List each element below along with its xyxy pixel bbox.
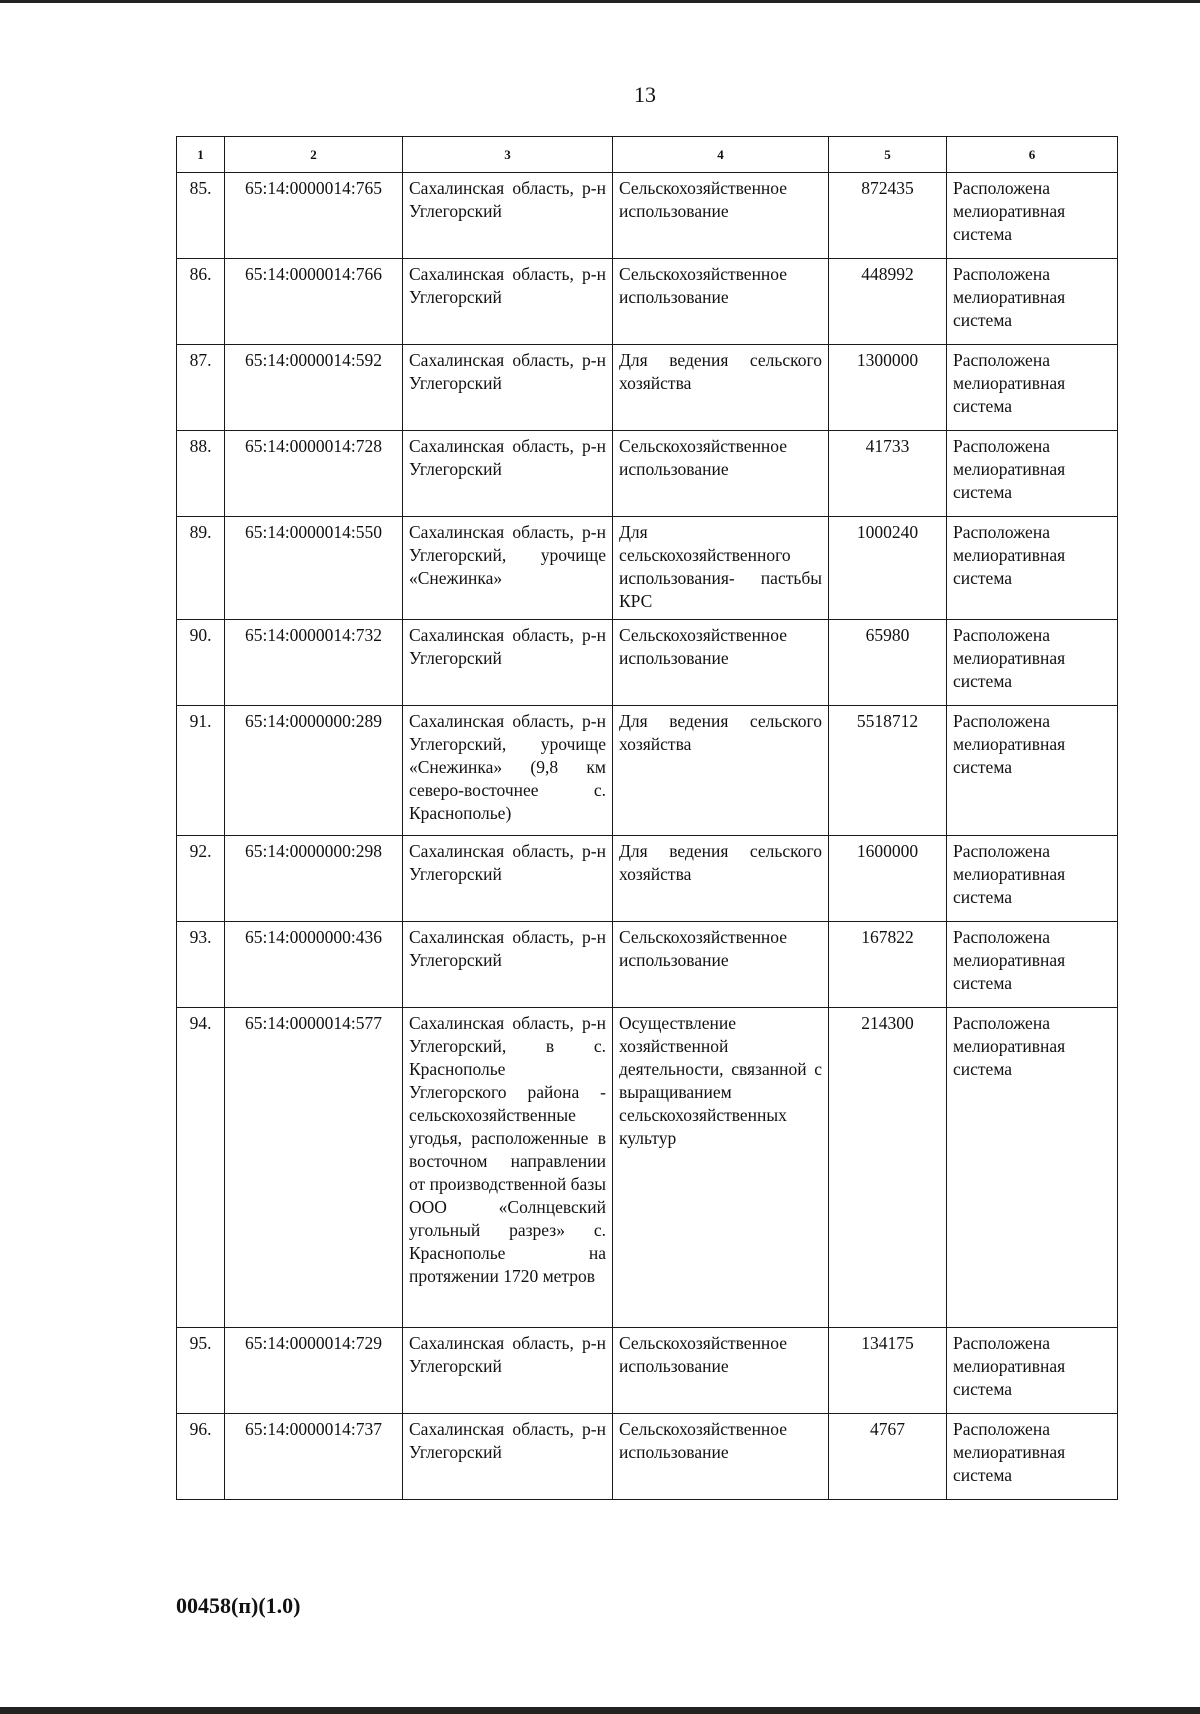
table-row <box>177 517 1118 620</box>
page-frame-top <box>0 0 1200 3</box>
note-cell: Расположена мелиоративная система <box>947 620 1118 706</box>
header-cell: 1 <box>177 137 225 173</box>
table-row <box>177 922 1118 1008</box>
location-cell: Сахалинская область, р-н Углегорский <box>403 173 613 259</box>
area-cell: 1300000 <box>829 345 947 431</box>
header-cell: 6 <box>947 137 1118 173</box>
header-row <box>177 137 1118 173</box>
row-number-cell: 95. <box>177 1328 225 1414</box>
area-cell: 4767 <box>829 1414 947 1500</box>
cadastral-number-cell: 65:14:0000014:732 <box>225 620 403 706</box>
land-use-cell: Для сельскохозяйственного использования- пастьбы КРС <box>613 517 829 620</box>
note-cell: Расположена мелиоративная система <box>947 1008 1118 1328</box>
cadastral-number-cell: 65:14:0000000:436 <box>225 922 403 1008</box>
table-row <box>177 259 1118 345</box>
location-cell: Сахалинская область, р-н Углегорский, в с. Краснополье Углегорского района - сельскохозяйственные угодья, расположенные в восточном направлении от производственной базы ООО «Солнцевский угольный разрез» с. Краснополье на протяжении 1720 метров <box>403 1008 613 1328</box>
location-cell: Сахалинская область, р-н Углегорский <box>403 836 613 922</box>
cadastral-number-cell: 65:14:0000014:737 <box>225 1414 403 1500</box>
cadastral-number-cell: 65:14:0000014:766 <box>225 259 403 345</box>
row-number-cell: 86. <box>177 259 225 345</box>
page-frame-bottom <box>0 1707 1200 1714</box>
row-number-cell: 90. <box>177 620 225 706</box>
note-cell: Расположена мелиоративная система <box>947 1414 1118 1500</box>
location-cell: Сахалинская область, р-н Углегорский <box>403 431 613 517</box>
location-cell: Сахалинская область, р-н Углегорский <box>403 1414 613 1500</box>
land-use-cell: Сельскохозяйственное использование <box>613 1328 829 1414</box>
table-row <box>177 1414 1118 1500</box>
note-cell: Расположена мелиоративная система <box>947 173 1118 259</box>
note-cell: Расположена мелиоративная система <box>947 345 1118 431</box>
location-cell: Сахалинская область, р-н Углегорский <box>403 1328 613 1414</box>
header-cell: 2 <box>225 137 403 173</box>
location-cell: Сахалинская область, р-н Углегорский <box>403 620 613 706</box>
location-cell: Сахалинская область, р-н Углегорский, урочище «Снежинка» (9,8 км северо-восточнее с. Краснополье) <box>403 706 613 836</box>
table-row <box>177 1008 1118 1328</box>
note-cell: Расположена мелиоративная система <box>947 1328 1118 1414</box>
cadastral-number-cell: 65:14:0000014:765 <box>225 173 403 259</box>
area-cell: 41733 <box>829 431 947 517</box>
header-cell: 3 <box>403 137 613 173</box>
cadastral-number-cell: 65:14:0000014:592 <box>225 345 403 431</box>
table-row <box>177 173 1118 259</box>
document-code: 00458(п)(1.0) <box>176 1593 301 1618</box>
land-use-cell: Сельскохозяйственное использование <box>613 620 829 706</box>
land-use-cell: Для ведения сельского хозяйства <box>613 706 829 836</box>
note-cell: Расположена мелиоративная система <box>947 706 1118 836</box>
location-cell: Сахалинская область, р-н Углегорский <box>403 922 613 1008</box>
cadastral-number-cell: 65:14:0000014:729 <box>225 1328 403 1414</box>
table-row <box>177 345 1118 431</box>
area-cell: 1600000 <box>829 836 947 922</box>
area-cell: 448992 <box>829 259 947 345</box>
row-number-cell: 89. <box>177 517 225 620</box>
row-number-cell: 96. <box>177 1414 225 1500</box>
note-cell: Расположена мелиоративная система <box>947 431 1118 517</box>
table-row <box>177 1328 1118 1414</box>
note-cell: Расположена мелиоративная система <box>947 836 1118 922</box>
cadastral-number-cell: 65:14:0000000:298 <box>225 836 403 922</box>
row-number-cell: 93. <box>177 922 225 1008</box>
page-number: 13 <box>634 82 656 107</box>
land-use-cell: Сельскохозяйственное использование <box>613 259 829 345</box>
land-use-cell: Для ведения сельского хозяйства <box>613 345 829 431</box>
area-cell: 5518712 <box>829 706 947 836</box>
row-number-cell: 92. <box>177 836 225 922</box>
area-cell: 65980 <box>829 620 947 706</box>
table-row <box>177 836 1118 922</box>
table-row <box>177 620 1118 706</box>
table-row <box>177 431 1118 517</box>
location-cell: Сахалинская область, р-н Углегорский, урочище «Снежинка» <box>403 517 613 620</box>
area-cell: 167822 <box>829 922 947 1008</box>
cadastral-number-cell: 65:14:0000014:550 <box>225 517 403 620</box>
cadastral-number-cell: 65:14:0000014:728 <box>225 431 403 517</box>
header-cell: 5 <box>829 137 947 173</box>
row-number-cell: 87. <box>177 345 225 431</box>
cadastral-number-cell: 65:14:0000014:577 <box>225 1008 403 1328</box>
area-cell: 214300 <box>829 1008 947 1328</box>
land-use-cell: Осуществление хозяйственной деятельности, связанной с выращиванием сельскохозяйственных культур <box>613 1008 829 1328</box>
land-use-cell: Сельскохозяйственное использование <box>613 431 829 517</box>
land-use-cell: Сельскохозяйственное использование <box>613 922 829 1008</box>
note-cell: Расположена мелиоративная система <box>947 922 1118 1008</box>
table-row <box>177 706 1118 836</box>
location-cell: Сахалинская область, р-н Углегорский <box>403 345 613 431</box>
note-cell: Расположена мелиоративная система <box>947 259 1118 345</box>
row-number-cell: 88. <box>177 431 225 517</box>
location-cell: Сахалинская область, р-н Углегорский <box>403 259 613 345</box>
area-cell: 872435 <box>829 173 947 259</box>
header-cell: 4 <box>613 137 829 173</box>
row-number-cell: 94. <box>177 1008 225 1328</box>
area-cell: 134175 <box>829 1328 947 1414</box>
area-cell: 1000240 <box>829 517 947 620</box>
cadastral-number-cell: 65:14:0000000:289 <box>225 706 403 836</box>
note-cell: Расположена мелиоративная система <box>947 517 1118 620</box>
register-table <box>176 136 1118 1500</box>
land-use-cell: Для ведения сельского хозяйства <box>613 836 829 922</box>
row-number-cell: 85. <box>177 173 225 259</box>
land-use-cell: Сельскохозяйственное использование <box>613 1414 829 1500</box>
row-number-cell: 91. <box>177 706 225 836</box>
land-use-cell: Сельскохозяйственное использование <box>613 173 829 259</box>
